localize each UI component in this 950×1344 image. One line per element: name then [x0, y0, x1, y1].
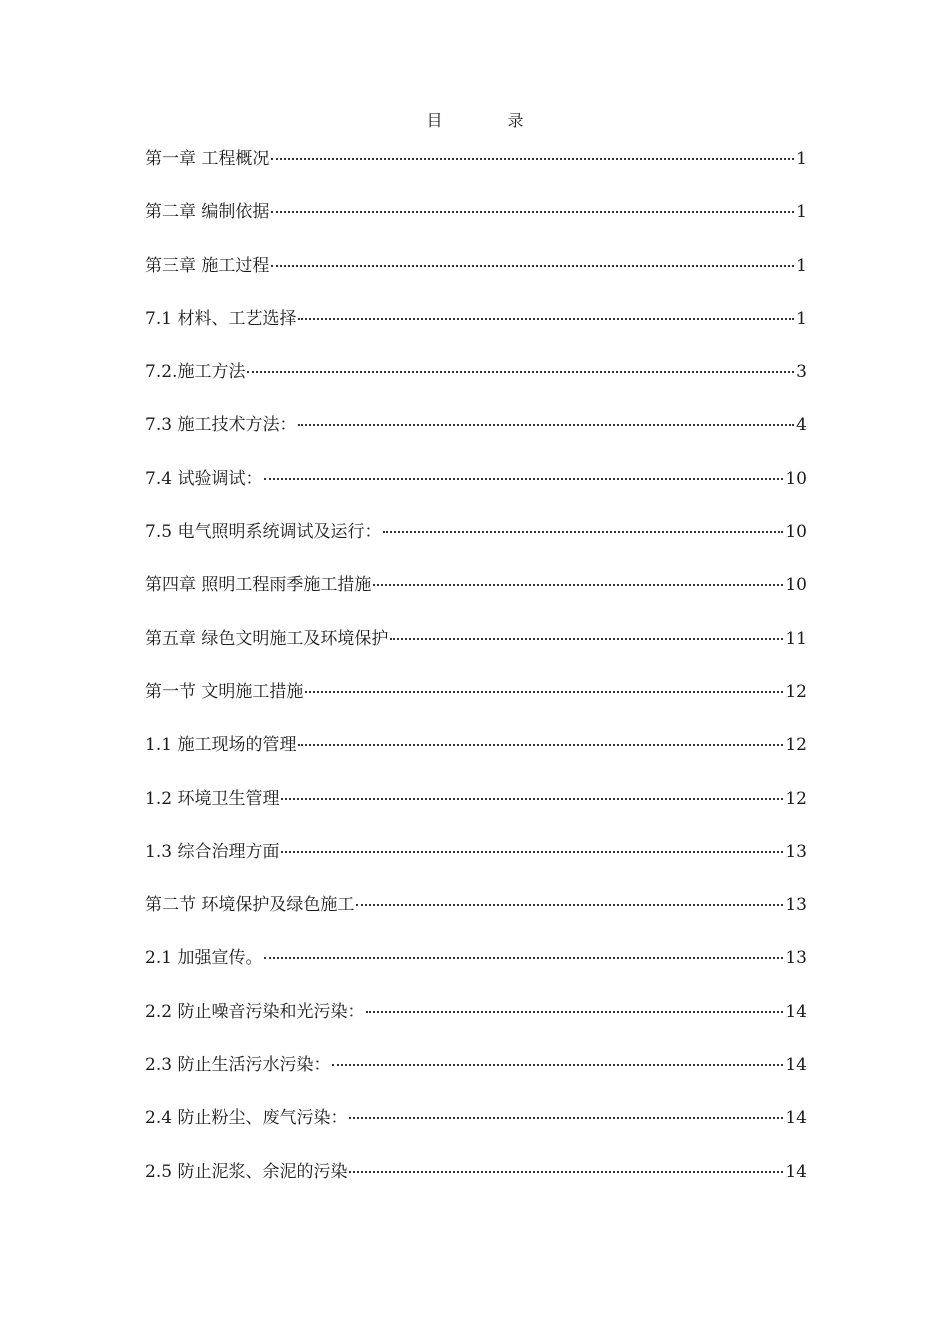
toc-entry-label: 7.2.施工方法: [145, 362, 246, 383]
toc-entry-label: 7.4 试验调试：: [145, 468, 263, 489]
toc-dot-leader: [349, 1171, 783, 1173]
toc-entry-page-number: 1: [796, 149, 807, 169]
toc-entry-page-number: 12: [785, 735, 807, 756]
toc-entry-label: 1.3 综合治理方面: [145, 841, 280, 862]
toc-dot-leader: [264, 478, 783, 480]
toc-dot-leader: [383, 531, 783, 533]
toc-entry[interactable]: [145, 466, 807, 519]
toc-entry[interactable]: [145, 412, 807, 465]
toc-entry[interactable]: [145, 253, 807, 306]
toc-entry-label: 7.3 施工技术方法：: [145, 415, 297, 436]
toc-entry-page-number: 14: [785, 1055, 807, 1076]
toc-entry[interactable]: [145, 732, 807, 785]
toc-entry-label: 第二章 编制依据: [145, 202, 270, 223]
toc-entry-label: 第三章 施工过程: [145, 255, 270, 276]
toc-entry-page-number: 14: [785, 1161, 807, 1182]
toc-entry-page-number: 10: [785, 575, 807, 596]
toc-dot-leader: [271, 265, 794, 267]
toc-dot-leader: [356, 904, 783, 906]
toc-entry-page-number: 10: [785, 468, 807, 489]
toc-dot-leader: [332, 1064, 783, 1066]
toc-entry[interactable]: [145, 306, 807, 359]
toc-entry-label: 第一节 文明施工措施: [145, 681, 304, 702]
toc-dot-leader: [373, 584, 783, 586]
toc-entry-label: 7.1 材料、工艺选择: [145, 308, 297, 329]
toc-entry-page-number: 13: [785, 948, 807, 969]
toc-entry[interactable]: [145, 892, 807, 945]
toc-entry-page-number: 1: [796, 255, 807, 276]
toc-entry-label: 第五章 绿色文明施工及环境保护: [145, 628, 389, 649]
toc-entry-page-number: 10: [785, 522, 807, 543]
toc-entry-page-number: 1: [796, 308, 807, 329]
toc-dot-leader: [298, 424, 794, 426]
toc-dot-leader: [271, 158, 794, 160]
toc-entry[interactable]: [145, 786, 807, 839]
toc-dot-leader: [298, 318, 794, 320]
toc-entry-label: 2.1 加强宣传。: [145, 948, 263, 969]
toc-entry-label: 2.2 防止噪音污染和光污染：: [145, 1001, 365, 1022]
toc-entry-label: 第四章 照明工程雨季施工措施: [145, 575, 372, 596]
toc-entry[interactable]: [145, 572, 807, 625]
toc-entry-label: 7.5 电气照明系统调试及运行：: [145, 522, 382, 543]
toc-entry[interactable]: [145, 945, 807, 998]
table-of-contents: [145, 146, 807, 1212]
toc-dot-leader: [298, 744, 783, 746]
toc-entry-page-number: 1: [796, 202, 807, 223]
toc-dot-leader: [281, 798, 783, 800]
toc-entry[interactable]: [145, 626, 807, 679]
toc-title: 目 录: [426, 111, 554, 130]
toc-entry[interactable]: [145, 199, 807, 252]
toc-entry-page-number: 13: [785, 895, 807, 916]
toc-entry[interactable]: [145, 1105, 807, 1158]
toc-entry-label: 第二节 环境保护及绿色施工: [145, 895, 355, 916]
toc-dot-leader: [349, 1117, 783, 1119]
toc-entry[interactable]: [145, 1159, 807, 1212]
toc-entry-page-number: 13: [785, 841, 807, 862]
toc-entry[interactable]: [145, 519, 807, 572]
toc-entry-label: 2.5 防止泥浆、余泥的污染: [145, 1161, 348, 1182]
toc-entry[interactable]: [145, 359, 807, 412]
toc-dot-leader: [264, 957, 783, 959]
toc-entry-label: 1.1 施工现场的管理: [145, 735, 297, 756]
toc-dot-leader: [366, 1011, 783, 1013]
toc-entry-page-number: 14: [785, 1001, 807, 1022]
toc-dot-leader: [247, 371, 794, 373]
toc-entry-label: 第一章 工程概况: [145, 149, 270, 169]
toc-entry-label: 2.3 防止生活污水污染：: [145, 1055, 331, 1076]
toc-entry[interactable]: [145, 999, 807, 1052]
toc-dot-leader: [305, 691, 783, 693]
toc-entry-page-number: 14: [785, 1108, 807, 1129]
toc-dot-leader: [281, 851, 783, 853]
toc-entry-page-number: 4: [796, 415, 807, 436]
toc-entry-page-number: 12: [785, 681, 807, 702]
toc-entry-label: 1.2 环境卫生管理: [145, 788, 280, 809]
toc-entry[interactable]: [145, 839, 807, 892]
toc-dot-leader: [271, 211, 794, 213]
toc-entry[interactable]: [145, 1052, 807, 1105]
toc-entry-page-number: 12: [785, 788, 807, 809]
toc-entry-page-number: 3: [796, 362, 807, 383]
toc-entry-page-number: 11: [785, 628, 807, 649]
toc-dot-leader: [390, 638, 783, 640]
toc-entry[interactable]: [145, 146, 807, 199]
toc-entry[interactable]: [145, 679, 807, 732]
toc-entry-label: 2.4 防止粉尘、废气污染：: [145, 1108, 348, 1129]
